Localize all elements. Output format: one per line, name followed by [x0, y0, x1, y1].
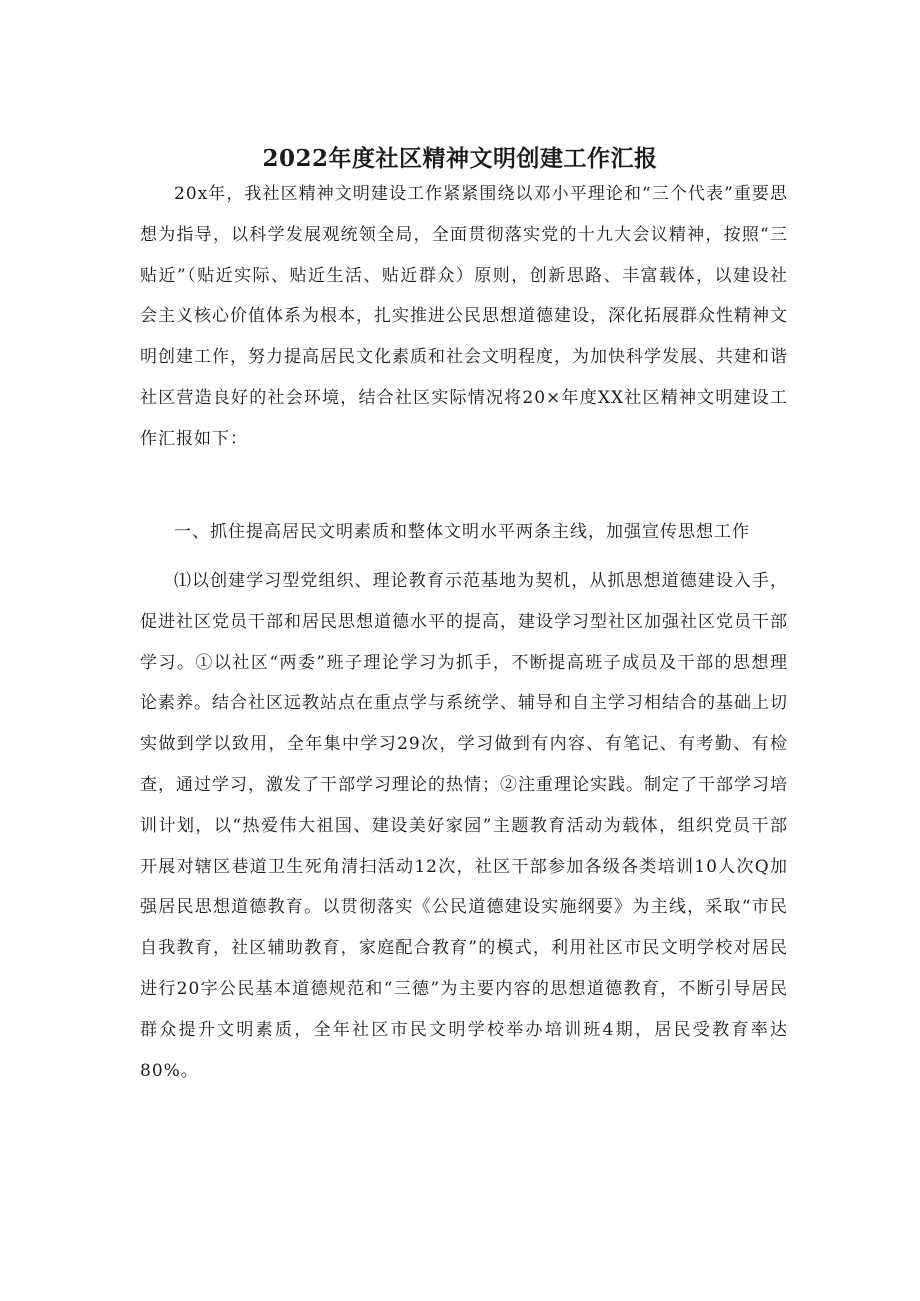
- section-heading: 一、抓住提高居民文明素质和整体文明水平两条主线，加强宣传思想工作: [174, 522, 750, 542]
- document-title: 2022年度社区精神文明创建工作汇报: [262, 145, 658, 173]
- section-body-paragraph: ⑴以创建学习型党组织、理论教育示范基地为契机，从抓思想道德建设入手，促进社区党员干部和居民思想道德水平的提高，建设学习型社区加强社区党员干部学习。①以社区“两委”班子理论学习为抓手，不断提高班子成员及干部的思想理论素养。结合社区远教站点在重点学与系统学、辅导和自主学习相结合的基础上切实做到学以致用，全年集中学习29次，学习做到有内容、有笔记、有考勤、有检查，通过学习，激发了干部学习理论的热情；②注重理论实践。制定了干部学习培训计划，以“热爱伟大祖国、建设美好家园”主题教育活动为载体，组织党员干部开展对辖区巷道卫生死角清扫活动12次，社区干部参加各级各类培训10人次Q加强居民思想道德教育。以贯彻落实《公民道德建设实施纲要》为主线，采取“市民自我教育，社区辅助教育，家庭配合教育”的模式，利用社区市民文明学校对居民进行20字公民基本道德规范和“三德”为主要内容的思想道德教育，不断引导居民群众提升文明素质，全年社区市民文明学校举办培训班4期，居民受教育率达80%。: [140, 571, 788, 1081]
- intro-paragraph: 20x年，我社区精神文明建设工作紧紧围绕以邓小平理论和“三个代表”重要思想为指导，以科学发展观统领全局，全面贯彻落实党的十九大会议精神，按照“三贴近”（贴近实际、贴近生活、贴近群众）原则，创新思路、丰富载体，以建设社会主义核心价值体系为根本，扎实推进公民思想道德建设，深化拓展群众性精神文明创建工作，努力提高居民文化素质和社会文明程度，为加快科学发展、共建和谐社区营造良好的社会环境，结合社区实际情况将20×年度XX社区精神文明建设工作汇报如下：: [140, 184, 788, 449]
